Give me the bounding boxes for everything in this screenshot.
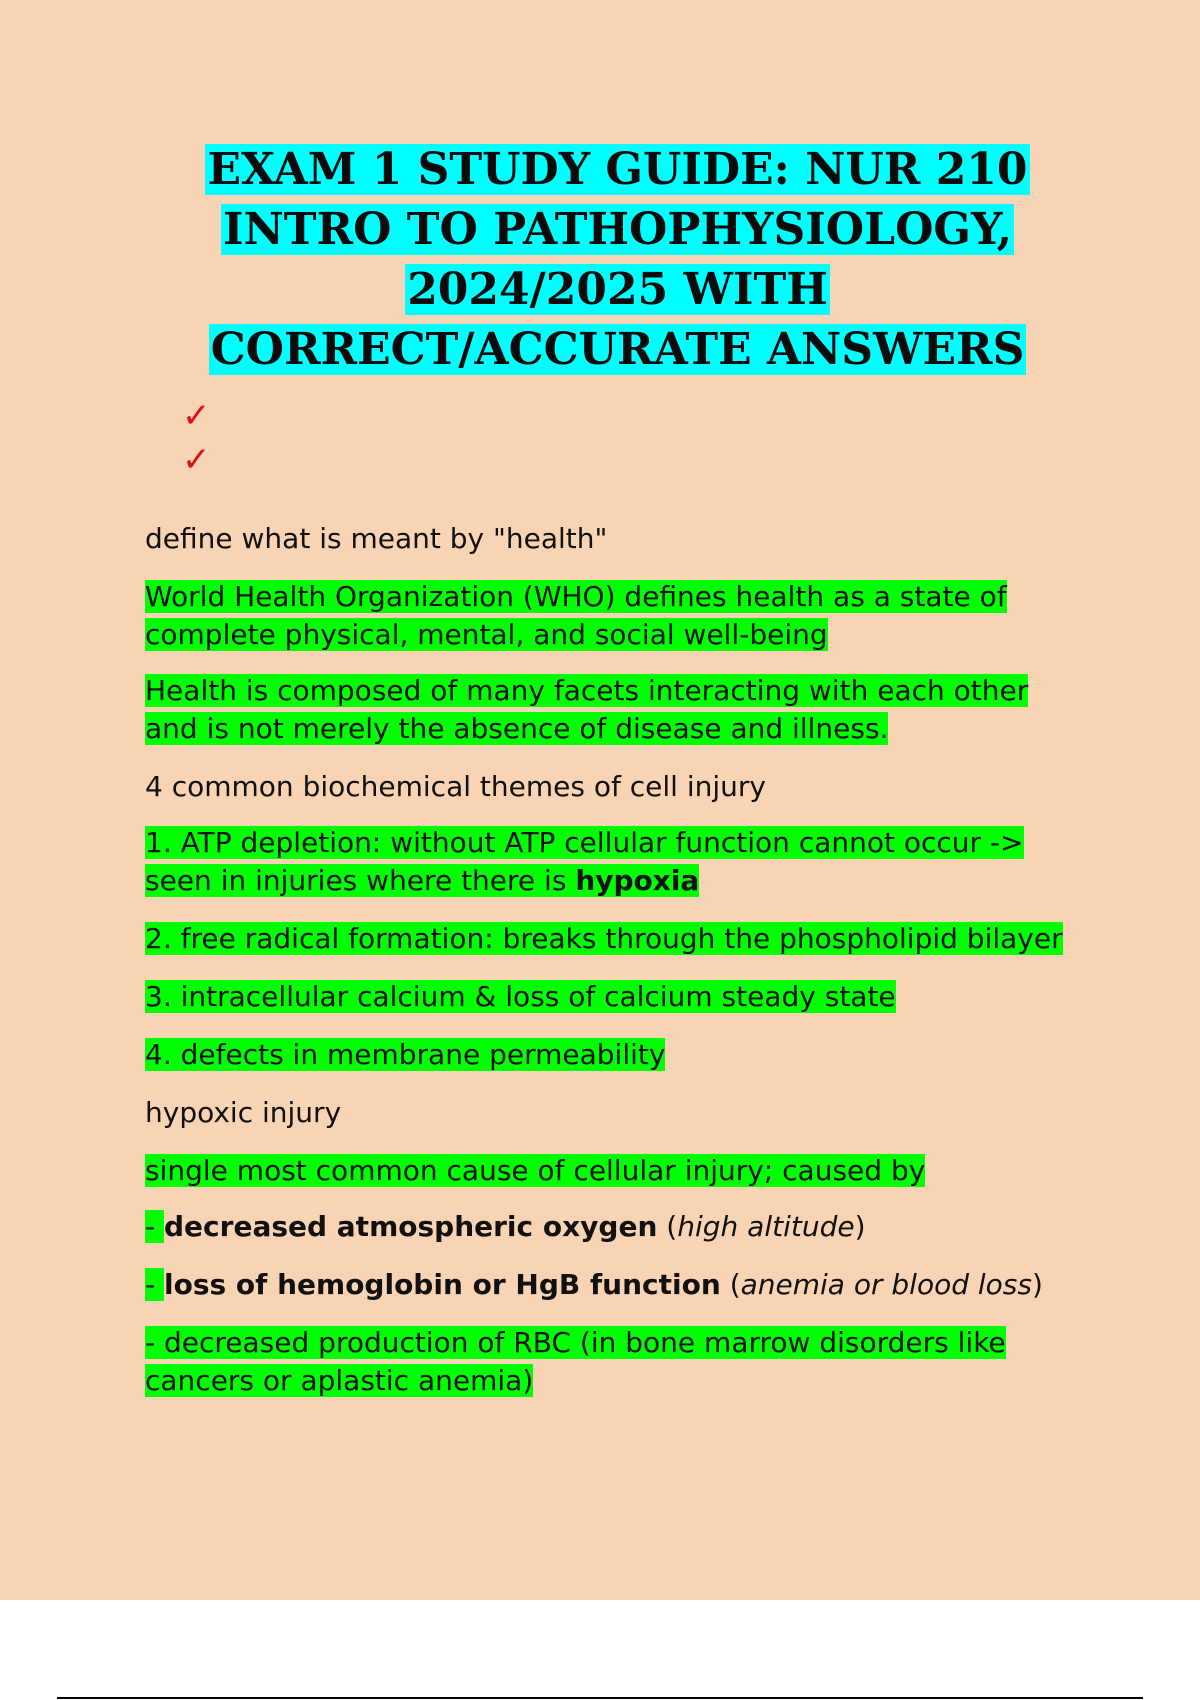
answer-health-1 (145, 578, 1085, 654)
question-text: define what is meant by "health" (145, 522, 608, 555)
question-health (145, 520, 1085, 558)
answer-text: 2. free radical formation: breaks through the phospholipid bilayer (145, 922, 1063, 955)
answer-membrane (145, 1036, 1085, 1074)
answer-text (145, 826, 1024, 897)
document-title (145, 140, 1090, 380)
answer-text: World Health Organization (WHO) defines health as a state of complete physical, mental, and social well-being (145, 580, 1007, 651)
answer-health-2 (145, 672, 1085, 748)
answer-hypoxic-bullet-3 (145, 1324, 1085, 1400)
title-line: CORRECT/ACCURATE ANSWERS (210, 324, 1025, 375)
paren-close: ) (854, 1210, 866, 1243)
answer-italic: anemia or blood loss (740, 1268, 1032, 1301)
answer-text: - decreased production of RBC (in bone marrow disorders like cancers or aplastic anemia) (145, 1326, 1006, 1397)
document-body (145, 510, 1085, 1400)
answer-atp (145, 824, 1085, 900)
answer-bold: hypoxia (575, 864, 700, 897)
question-hypoxic (145, 1094, 1085, 1132)
answer-bold: loss of hemoglobin or HgB function (164, 1268, 721, 1301)
paren-open: ( (657, 1210, 678, 1243)
question-text: 4 common biochemical themes of cell injury (145, 770, 766, 803)
footer-divider (57, 1697, 1143, 1699)
paren-close: ) (1032, 1268, 1043, 1301)
answer-text: 3. intracellular calcium & loss of calcium steady state (145, 980, 896, 1013)
bullet-dash: - (145, 1210, 165, 1243)
answer-free-radical (145, 920, 1085, 958)
answer-italic: high altitude (677, 1210, 855, 1243)
checkmark-icon: ✓ (182, 396, 211, 436)
answer-text: 4. defects in membrane permeability (145, 1038, 666, 1071)
answer-hypoxic-intro (145, 1152, 1085, 1190)
answer-calcium (145, 978, 1085, 1016)
answer-bold: decreased atmospheric oxygen (164, 1210, 658, 1243)
answer-text: Health is composed of many facets interacting with each other and is not merely the absence of disease and illness. (145, 674, 1029, 745)
checkmark-icon: ✓ (182, 440, 211, 480)
title-line: EXAM 1 STUDY GUIDE: NUR 210 (207, 144, 1028, 195)
paren-open: ( (720, 1268, 741, 1301)
answer-hypoxic-bullet-2 (145, 1266, 1085, 1304)
title-line: 2024/2025 WITH (407, 264, 828, 315)
title-line: INTRO TO PATHOPHYSIOLOGY, (222, 204, 1013, 255)
question-cell-injury (145, 768, 1085, 806)
question-text: hypoxic injury (145, 1096, 342, 1129)
answer-hypoxic-bullet-1 (145, 1208, 1085, 1246)
bullet-dash: - (145, 1268, 165, 1301)
checkmark-list (182, 394, 211, 482)
answer-text: single most common cause of cellular injury; caused by (145, 1154, 926, 1187)
answer-text-plain: 1. ATP depletion: without ATP cellular function cannot occur -> seen in injuries where there is (145, 826, 1024, 897)
